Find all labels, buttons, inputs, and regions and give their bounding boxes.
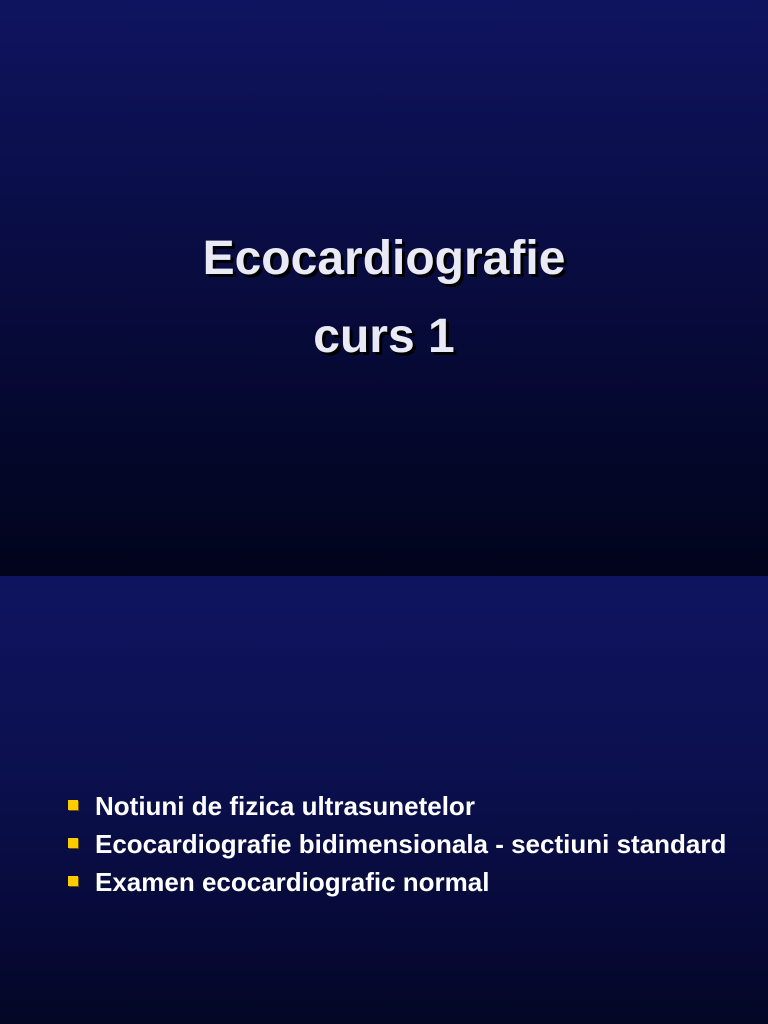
bullet-item: [66, 866, 738, 898]
content-slide: [0, 576, 768, 1024]
slide-title-line-1: Ecocardiografie: [202, 232, 566, 285]
bullet-item: [66, 790, 738, 822]
square-bullet-icon: [68, 838, 78, 848]
square-bullet-icon: [68, 876, 78, 886]
square-bullet-icon: [68, 800, 78, 810]
slide-title: [0, 220, 768, 376]
slide-title-line-2: curs 1: [313, 309, 455, 363]
bullet-list: [66, 790, 738, 904]
bullet-item: [66, 828, 738, 860]
bullet-text: Notiuni de fizica ultrasunetelor: [95, 791, 475, 821]
bullet-text: Ecocardiografie bidimensionala - sectiuni standard: [95, 829, 727, 859]
bullet-text: Examen ecocardiografic normal: [95, 867, 490, 897]
